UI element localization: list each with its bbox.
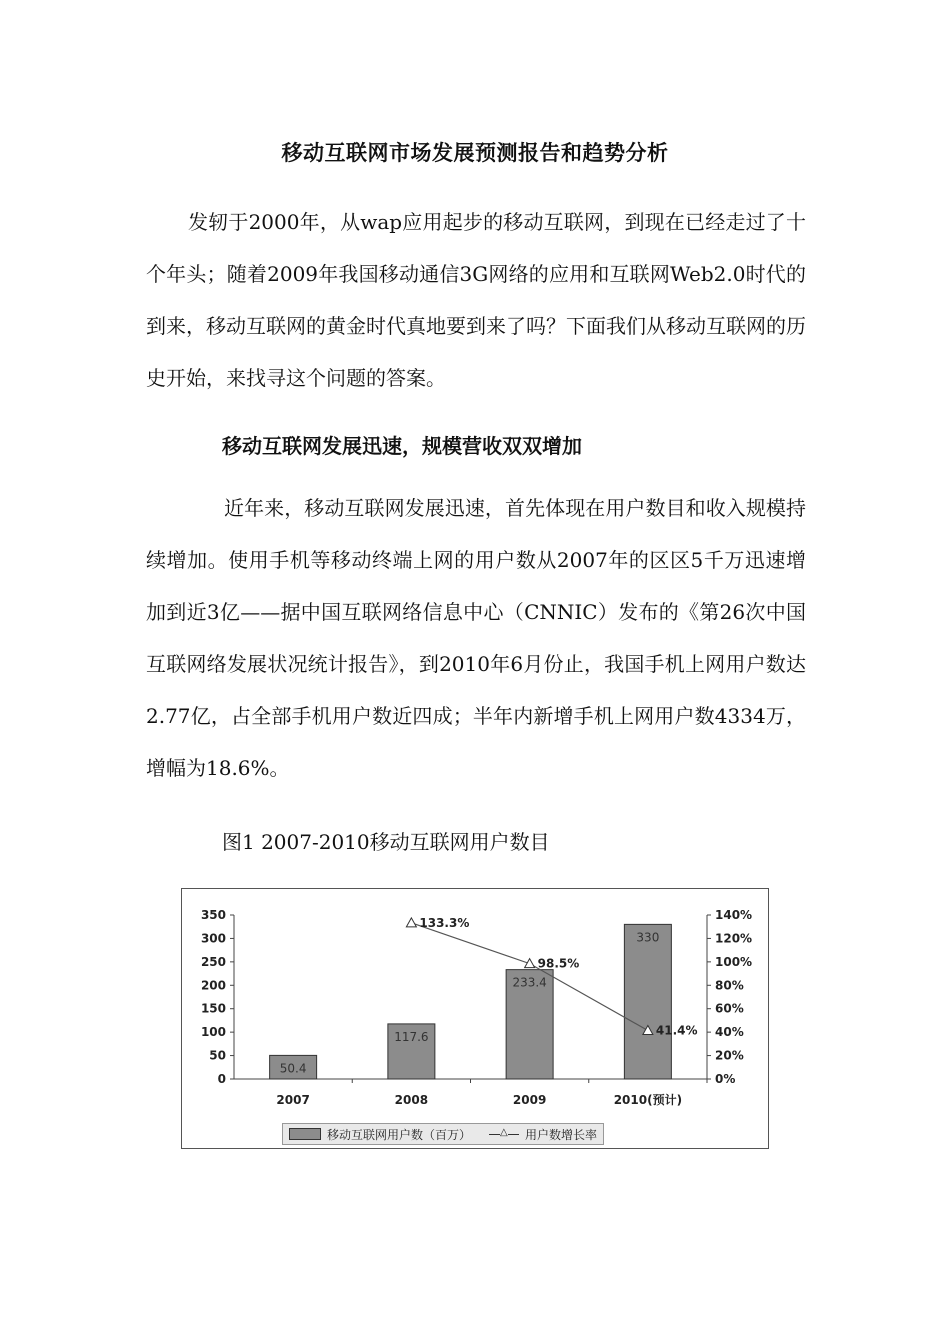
line-point-label: 41.4% (655, 1023, 698, 1038)
triangle-marker-icon: △ (500, 1127, 508, 1138)
left-tick-label: 200 (200, 978, 226, 993)
line-point-label: 133.3% (419, 915, 470, 930)
bar (624, 924, 671, 1079)
line-point-marker (406, 918, 416, 927)
right-tick-label: 100% (715, 954, 753, 969)
line-point-label: 98.5% (537, 956, 580, 971)
intro-paragraph: 发轫于2000年，从wap应用起步的移动互联网，到现在已经走过了十个年头；随着2009年我国移动通信3G网络的应用和互联网Web2.0时代的到来，移动互联网的黄金时代真地要到来了吗？下面我们从移动互联网的历史开始，来找寻这个问题的答案。 (146, 210, 806, 390)
right-tick-label: 140% (715, 908, 753, 922)
category-label: 2008 (394, 1093, 429, 1107)
left-tick-label: 150 (200, 1001, 226, 1016)
legend-swatch-bars (289, 1128, 321, 1140)
left-tick-label: 250 (200, 954, 226, 969)
document-title: 移动互联网市场发展预测报告和趋势分析 (281, 140, 669, 165)
category-label: 2009 (512, 1093, 547, 1107)
right-tick-label: 60% (715, 1001, 744, 1016)
legend-swatch-line (489, 1129, 519, 1139)
right-tick-label: 20% (715, 1048, 744, 1063)
left-tick-label: 100 (200, 1025, 226, 1040)
right-tick-label: 80% (715, 978, 744, 993)
category-label: 2007 (276, 1093, 310, 1107)
bar-value-label: 117.6 (394, 1029, 429, 1044)
bar-value-label: 50.4 (279, 1061, 307, 1076)
category-label: 2010(预计) (613, 1093, 683, 1107)
right-tick-label: 0% (715, 1072, 736, 1086)
right-tick-label: 120% (715, 931, 753, 946)
section-heading: 移动互联网发展迅速，规模营收双双增加 (222, 434, 582, 458)
left-tick-label: 50 (209, 1048, 226, 1063)
legend-label-bars: 移动互联网用户数（百万） (327, 1127, 472, 1142)
right-tick-label: 40% (715, 1025, 744, 1040)
left-tick-label: 350 (200, 908, 226, 922)
chart-frame (181, 888, 769, 1149)
chart-legend (282, 1123, 604, 1145)
figure-caption: 图1 2007-2010移动互联网用户数目 (222, 830, 550, 854)
combo-chart (182, 889, 768, 1148)
legend-label-line: 用户数增长率 (525, 1127, 598, 1142)
left-tick-label: 0 (217, 1072, 226, 1086)
line-point-marker (525, 959, 535, 968)
left-tick-label: 300 (200, 931, 226, 946)
bar-value-label: 233.4 (512, 975, 547, 990)
body-paragraph: 近年来，移动互联网发展迅速，首先体现在用户数目和收入规模持续增加。使用手机等移动终端上网的用户数从2007年的区区5千万迅速增加到近3亿——据中国互联网络信息中心（CNNIC）发布的《第26次中国互联网络发展状况统计报告》，到2010年6月份止，我国手机上网用户数达2.77亿，占全部手机用户数近四成；半年内新增手机上网用户数4334万，增幅为18.6%。 (146, 496, 806, 780)
bar-value-label: 330 (636, 930, 660, 945)
